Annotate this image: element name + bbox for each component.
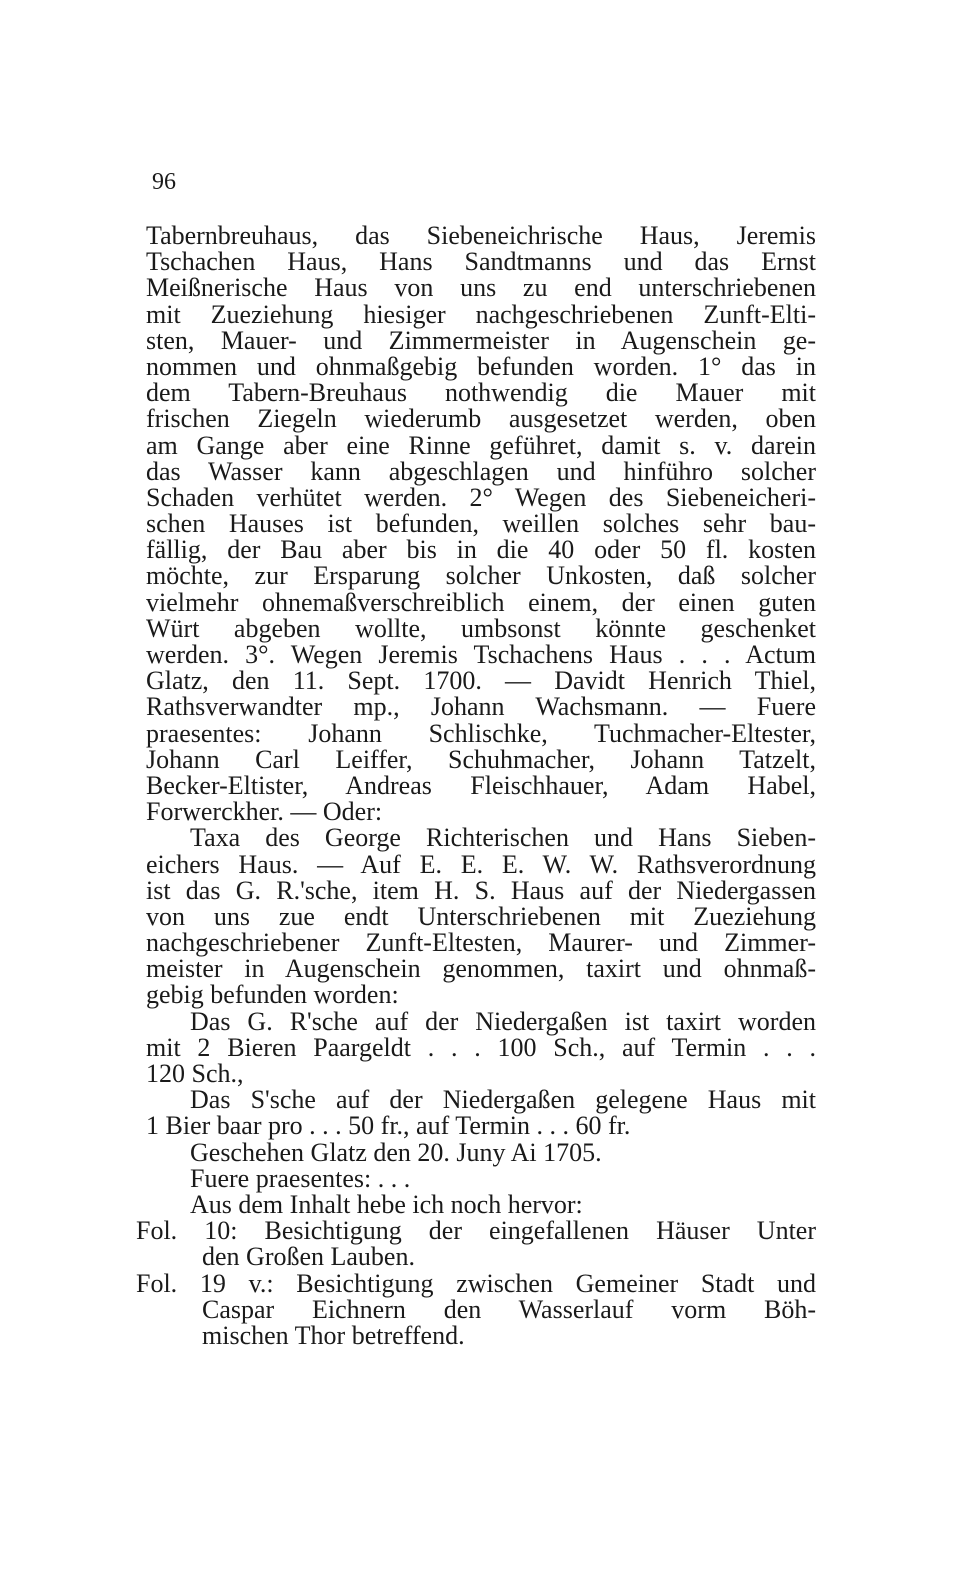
text-line: Schaden verhütet werden. 2° Wegen des Siebeneicheri- (146, 482, 816, 512)
text-line: 1 Bier baar pro . . . 50 fr., auf Termin . . . 60 fr. (146, 1111, 631, 1141)
text-line: gebig befunden worden: (146, 980, 399, 1010)
text-line: nommen und ohnmaßgebig befunden worden. 1° das in (146, 351, 816, 381)
text-line: Rathsverwandter mp., Johann Wachsmann. — Fuere (146, 692, 816, 722)
text-line: Das G. R'sche auf der Niedergaßen ist taxirt worden (190, 1006, 816, 1036)
text-line: dem Tabern-Breuhaus nothwendig die Mauer mit (146, 378, 816, 408)
text-line: den Großen Lauben. (202, 1242, 415, 1272)
text-line: am Gange aber eine Rinne geführet, damit s. v. darein (146, 430, 816, 460)
text-line: Meißnerische Haus von uns zu end unterschriebenen (146, 273, 816, 303)
text-line: Johann Carl Leiffer, Schuhmacher, Johann Tatzelt, (146, 744, 816, 774)
text-line: frischen Ziegeln wiederumb ausgesetzet werden, oben (146, 404, 816, 434)
text-line: Das S'sche auf der Niedergaßen gelegene Haus mit (190, 1085, 816, 1115)
text-line: Geschehen Glatz den 20. Juny Ai 1705. (190, 1137, 602, 1167)
text-line: nachgeschriebener Zunft-Eltesten, Maurer- und Zimmer- (146, 928, 816, 958)
text-line: mit Zueziehung hiesiger nachgeschriebenen Zunft-Elti- (146, 299, 816, 329)
text-line: mischen Thor betreffend. (202, 1320, 465, 1350)
text-line: praesentes: Johann Schlischke, Tuchmacher-Eltester, (146, 718, 816, 748)
text-line: vielmehr ohnemaßverschreiblich einem, der einen guten (146, 587, 816, 617)
text-line: 120 Sch., (146, 1059, 244, 1088)
text-line: Fuere praesentes: . . . (190, 1163, 411, 1193)
text-line: schen Hauses ist befunden, weillen solches sehr bau- (146, 509, 816, 539)
body-text (136, 221, 816, 1350)
text-line: das Wasser kann abgeschlagen und hinführo solcher (146, 456, 816, 486)
text-line: meister in Augenschein genommen, taxirt und ohnmaß- (146, 954, 816, 984)
text-line: Becker-Eltister, Andreas Fleischhauer, Adam Habel, (146, 770, 816, 800)
text-line: mit 2 Bieren Paargeldt . . . 100 Sch., auf Termin . . . (146, 1032, 816, 1062)
text-line: eichers Haus. — Auf E. E. E. W. W. Rathsverordnung (146, 849, 816, 879)
text-line: Forwerckher. — Oder: (146, 797, 383, 827)
text-line: Tschachen Haus, Hans Sandtmanns und das Ernst (146, 247, 816, 277)
text-line: Fol. 19 v.: Besichtigung zwischen Gemeiner Stadt und (136, 1268, 816, 1298)
text-line: Glatz, den 11. Sept. 1700. — Davidt Henrich Thiel, (146, 666, 816, 696)
text-line: Caspar Eichnern den Wasserlauf vorm Böh- (202, 1294, 816, 1324)
text-line: fällig, der Bau aber bis in die 40 oder 50 fl. kosten (146, 535, 816, 565)
text-line: werden. 3°. Wegen Jeremis Tschachens Haus . . . Actum (146, 640, 816, 669)
text-line: Taxa des George Richterischen und Hans Sieben- (190, 823, 816, 853)
text-line: ist das G. R.'sche, item H. S. Haus auf der Niedergassen (146, 875, 816, 905)
text-line: sten, Mauer- und Zimmermeister in Augenschein ge- (146, 325, 816, 355)
text-line: Aus dem Inhalt hebe ich noch hervor: (190, 1189, 583, 1219)
text-line: Würt abgeben wollte, umbsonst könnte geschenket (146, 613, 816, 643)
page-number: 96 (152, 169, 176, 195)
text-line: von uns zue endt Unterschriebenen mit Zueziehung (146, 901, 816, 931)
text-line: Tabernbreuhaus, das Siebeneichrische Haus, Jeremis (146, 221, 816, 250)
text-line: möchte, zur Ersparung solcher Unkosten, daß solcher (146, 561, 816, 591)
text-line: Fol. 10: Besichtigung der eingefallenen Häuser Unter (136, 1216, 816, 1246)
